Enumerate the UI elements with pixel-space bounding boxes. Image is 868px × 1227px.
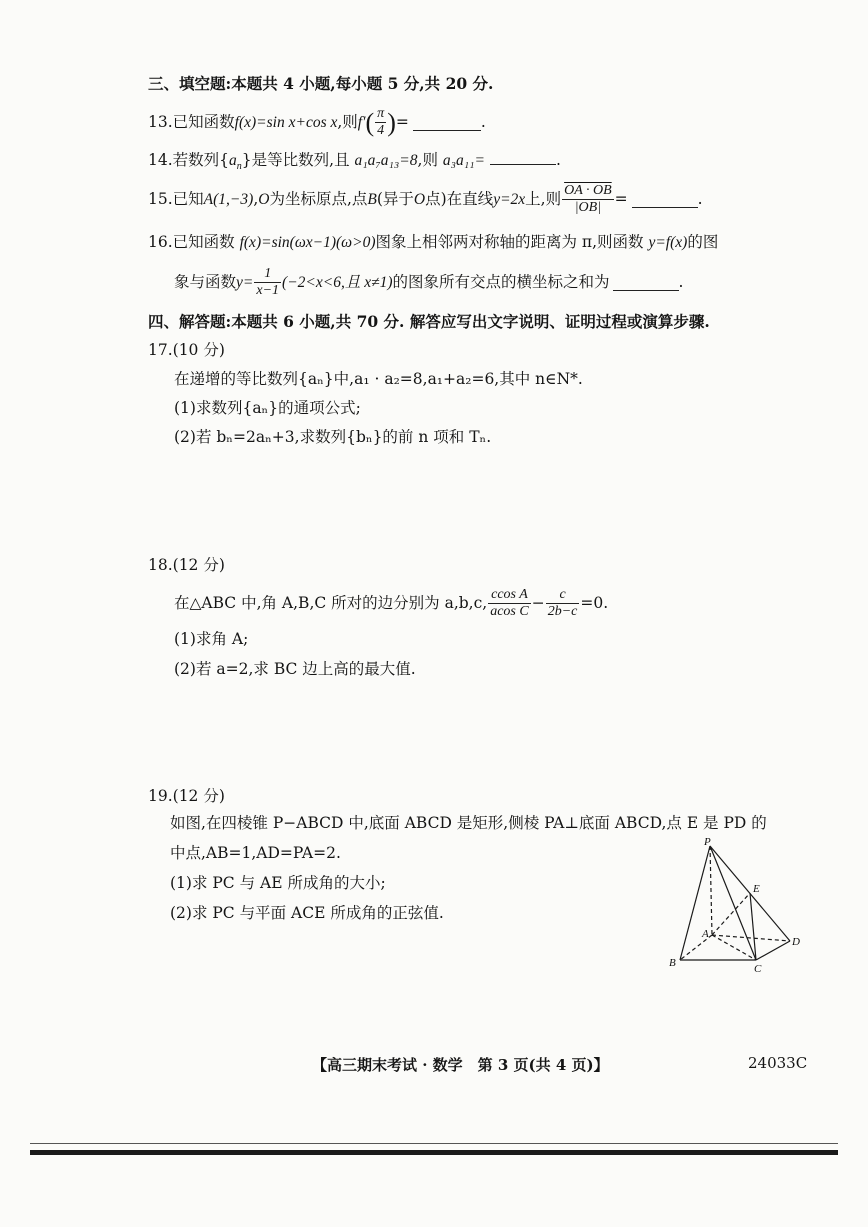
q13-frac-den: 4	[377, 123, 385, 139]
q18-f1-den: acos C	[490, 604, 529, 620]
q15-frac-num: OA · OB	[564, 183, 612, 199]
q13-text-a: 已知函数	[172, 113, 235, 132]
q16-line2-a: 象与函数	[174, 273, 237, 292]
edge-PB	[680, 846, 710, 960]
q14-an: a	[229, 152, 237, 169]
q15-origin: O	[258, 191, 270, 209]
q13-number: 13.	[148, 113, 173, 132]
q18-line-1	[174, 584, 608, 624]
q18-minus: −	[531, 594, 545, 613]
q15-text-f: 上,则	[525, 190, 562, 209]
q14-sub-n: n	[236, 161, 242, 173]
q16-domain: (−2<x<6,且 x≠1)	[282, 274, 393, 292]
q18-fraction-1	[488, 588, 531, 619]
question-16-line-2	[174, 263, 683, 303]
q17-line-2: (1)求数列{aₙ}的通项公式;	[174, 399, 361, 417]
q15-equals: =	[614, 190, 628, 209]
q16-function: f(x)=sin(ωx−1)(ω>0)	[239, 234, 376, 251]
q18-f2-num: c	[546, 588, 580, 604]
page-footer: 【高三期末考试 · 数学 第 3 页(共 4 页)】	[312, 1056, 609, 1074]
q18-line-2: (1)求角 A;	[174, 630, 249, 648]
q17-line-3: (2)若 bₙ=2aₙ+3,求数列{bₙ}的前 n 项和 Tₙ.	[174, 428, 492, 446]
answer-blank[interactable]	[413, 116, 481, 131]
q13-frac-num: π	[377, 106, 385, 122]
label-C: C	[754, 963, 762, 975]
q14-text-b: }是等比数列,且	[241, 151, 355, 169]
question-14	[148, 150, 561, 172]
q14-product: a₁a₇a₁₃=8	[354, 152, 418, 169]
scan-line	[30, 1143, 838, 1144]
q15-line: y=2x	[493, 191, 526, 209]
q16-text-b: 图象上相邻两对称轴的距离为 π,则函数	[375, 233, 649, 251]
q14-end: .	[555, 151, 561, 169]
question-13	[148, 108, 486, 138]
edge-EC	[750, 893, 756, 960]
edge-CD	[756, 941, 790, 960]
q13-text-b: ,则	[337, 113, 358, 132]
q19-line-2: 中点,AB=1,AD=PA=2.	[170, 844, 341, 862]
label-D: D	[792, 936, 800, 948]
q15-frac-den: |OB|	[574, 200, 602, 216]
q17-head: 17.(10 分)	[148, 341, 225, 359]
q13-derivative: f′	[357, 114, 366, 132]
section3-title: 三、填空题:本题共 4 小题,每小题 5 分,共 20 分.	[148, 74, 494, 93]
q19-line-1: 如图,在四棱锥 P−ABCD 中,底面 ABCD 是矩形,侧棱 PA⊥底面 ABCD,点 E 是 PD 的	[170, 814, 767, 832]
q15-origin-2: O	[413, 191, 426, 209]
q15-fraction	[562, 184, 614, 215]
q16-fraction	[254, 267, 281, 298]
q18-line1-text: 在△ABC 中,角 A,B,C 所对的边分别为 a,b,c,	[174, 594, 488, 613]
pyramid-figure	[660, 836, 810, 976]
q16-frac-num: 1	[254, 267, 281, 283]
q18-f2-den: 2b−c	[547, 604, 578, 620]
label-B: B	[669, 957, 676, 969]
q15-text-a: 已知	[172, 190, 204, 209]
q17-line-1: 在递增的等比数列{aₙ}中,a₁ · a₂=8,a₁+a₂=6,其中 n∈N*.	[174, 370, 583, 388]
edge-AD	[712, 935, 790, 941]
question-15	[148, 180, 703, 220]
q15-text-e: 点)在直线	[425, 190, 494, 209]
answer-blank[interactable]	[613, 276, 679, 291]
answer-blank[interactable]	[632, 193, 698, 208]
label-P: P	[704, 836, 711, 848]
label-A: A	[702, 928, 709, 940]
q18-line1-end: =0.	[580, 594, 609, 613]
edge-PC	[710, 846, 756, 960]
question-16-line-1	[148, 235, 718, 251]
q15-point-a: A(1,−3)	[203, 191, 254, 209]
q18-head: 18.(12 分)	[148, 556, 225, 574]
left-paren: (	[365, 108, 375, 137]
page-bottom-bar	[30, 1150, 838, 1155]
q16-end: .	[678, 273, 684, 292]
exam-code: 24033C	[748, 1054, 808, 1072]
q19-head: 19.(12 分)	[148, 787, 225, 805]
q19-line-3: (1)求 PC 与 AE 所成角的大小;	[170, 874, 386, 892]
q18-f1-num: ccos A	[488, 588, 531, 604]
q13-equals: =	[395, 113, 409, 132]
q18-line-3: (2)若 a=2,求 BC 边上高的最大值.	[174, 660, 416, 678]
q19-line-4: (2)求 PC 与平面 ACE 所成角的正弦值.	[170, 904, 444, 922]
label-E: E	[753, 883, 760, 895]
q15-text-b: ,	[253, 190, 259, 209]
right-paren: )	[387, 108, 396, 137]
q14-text-c: ,则	[417, 151, 443, 169]
q16-line2-c: 的图象所有交点的横坐标之和为	[392, 273, 610, 292]
q16-function-2: y=f(x)	[648, 234, 688, 251]
q13-end: .	[480, 113, 486, 132]
q16-text-a: 已知函数	[172, 233, 240, 251]
q15-end: .	[697, 190, 703, 209]
q15-number: 15.	[148, 190, 173, 209]
q15-text-d: (异于	[376, 190, 414, 209]
q15-text-c: 为坐标原点,点	[269, 190, 368, 209]
q18-fraction-2	[546, 588, 580, 619]
q16-frac-den: x−1	[256, 283, 280, 299]
q14-number: 14.	[148, 151, 173, 169]
q16-number: 16.	[148, 233, 173, 251]
edge-AC	[712, 935, 756, 960]
q13-fraction	[375, 107, 386, 138]
q16-text-c: 的图	[687, 233, 719, 251]
q15-point-b: B	[367, 191, 377, 209]
answer-blank[interactable]	[490, 150, 556, 165]
q14-product2: a₃a₁₁=	[442, 152, 486, 169]
section4-title: 四、解答题:本题共 6 小题,共 70 分. 解答应写出文字说明、证明过程或演算步骤.	[148, 312, 710, 331]
q14-text-a: 若数列{	[172, 151, 230, 169]
edge-PA	[710, 846, 712, 935]
q16-y-eq: y=	[236, 274, 254, 292]
q13-function: f(x)=sin x+cos x	[234, 114, 338, 132]
